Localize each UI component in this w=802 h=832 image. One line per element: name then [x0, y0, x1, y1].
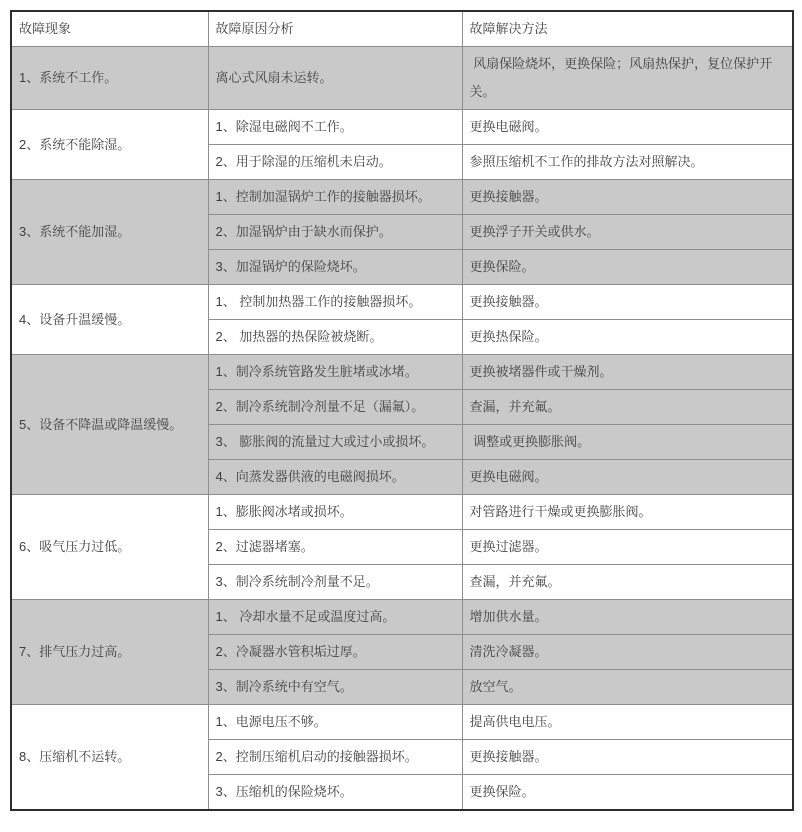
solution-cell: 更换电磁阀。: [462, 460, 793, 495]
phenomenon-cell: 3、系统不能加湿。: [11, 180, 208, 285]
header-row: [11, 11, 793, 47]
cause-cell: 3、制冷系统中有空气。: [208, 670, 462, 705]
solution-cell: 更换过滤器。: [462, 530, 793, 565]
cause-cell: 1、 冷却水量不足或温度过高。: [208, 600, 462, 635]
fault-troubleshooting-table: [10, 10, 794, 811]
solution-cell: 更换保险。: [462, 775, 793, 811]
phenomenon-cell: 5、设备不降温或降温缓慢。: [11, 355, 208, 495]
cause-cell: 2、控制压缩机启动的接触器损坏。: [208, 740, 462, 775]
solution-cell: 查漏，并充氟。: [462, 390, 793, 425]
phenomenon-cell: 8、压缩机不运转。: [11, 705, 208, 811]
solution-cell: 调整或更换膨胀阀。: [462, 425, 793, 460]
solution-cell: 清洗冷凝器。: [462, 635, 793, 670]
table-row: [11, 600, 793, 635]
solution-cell: 查漏，并充氟。: [462, 565, 793, 600]
cause-cell: 3、加湿锅炉的保险烧坏。: [208, 250, 462, 285]
solution-cell: 更换接触器。: [462, 180, 793, 215]
cause-cell: 2、制冷系统制冷剂量不足（漏氟）。: [208, 390, 462, 425]
solution-cell: 参照压缩机不工作的排故方法对照解决。: [462, 145, 793, 180]
cause-cell: 2、加湿锅炉由于缺水而保护。: [208, 215, 462, 250]
solution-cell: 提高供电电压。: [462, 705, 793, 740]
table-row: [11, 47, 793, 110]
cause-cell: 1、除湿电磁阀不工作。: [208, 110, 462, 145]
phenomenon-cell: 1、系统不工作。: [11, 47, 208, 110]
solution-cell: 更换被堵器件或干燥剂。: [462, 355, 793, 390]
cause-cell: 1、膨胀阀冰堵或损坏。: [208, 495, 462, 530]
cause-cell: 3、压缩机的保险烧坏。: [208, 775, 462, 811]
table-row: [11, 355, 793, 390]
cause-cell: 2、 加热器的热保险被烧断。: [208, 320, 462, 355]
cause-cell: 3、制冷系统制冷剂量不足。: [208, 565, 462, 600]
table-row: [11, 180, 793, 215]
solution-cell: 更换接触器。: [462, 740, 793, 775]
solution-cell: 更换保险。: [462, 250, 793, 285]
col-header-cause: 故障原因分析: [208, 11, 462, 47]
solution-cell: 更换接触器。: [462, 285, 793, 320]
col-header-solution: 故障解决方法: [462, 11, 793, 47]
cause-cell: 1、控制加湿锅炉工作的接触器损坏。: [208, 180, 462, 215]
col-header-phenomenon: 故障现象: [11, 11, 208, 47]
phenomenon-cell: 2、系统不能除湿。: [11, 110, 208, 180]
solution-cell: 更换浮子开关或供水。: [462, 215, 793, 250]
solution-cell: 更换热保险。: [462, 320, 793, 355]
cause-cell: 2、冷凝器水管积垢过厚。: [208, 635, 462, 670]
solution-cell: 增加供水量。: [462, 600, 793, 635]
phenomenon-cell: 6、吸气压力过低。: [11, 495, 208, 600]
cause-cell: 1、电源电压不够。: [208, 705, 462, 740]
solution-cell: 风扇保险烧坏，更换保险；风扇热保护，复位保护开关。: [462, 47, 793, 110]
cause-cell: 3、 膨胀阀的流量过大或过小或损坏。: [208, 425, 462, 460]
table-row: [11, 285, 793, 320]
cause-cell: 1、制冷系统管路发生脏堵或冰堵。: [208, 355, 462, 390]
cause-cell: 4、向蒸发器供液的电磁阀损坏。: [208, 460, 462, 495]
solution-cell: 更换电磁阀。: [462, 110, 793, 145]
phenomenon-cell: 4、设备升温缓慢。: [11, 285, 208, 355]
cause-cell: 离心式风扇未运转。: [208, 47, 462, 110]
cause-cell: 2、过滤器堵塞。: [208, 530, 462, 565]
cause-cell: 1、 控制加热器工作的接触器损坏。: [208, 285, 462, 320]
solution-cell: 放空气。: [462, 670, 793, 705]
table-row: [11, 110, 793, 145]
table-row: [11, 705, 793, 740]
solution-cell: 对管路进行干燥或更换膨胀阀。: [462, 495, 793, 530]
table-row: [11, 495, 793, 530]
phenomenon-cell: 7、排气压力过高。: [11, 600, 208, 705]
cause-cell: 2、用于除湿的压缩机未启动。: [208, 145, 462, 180]
